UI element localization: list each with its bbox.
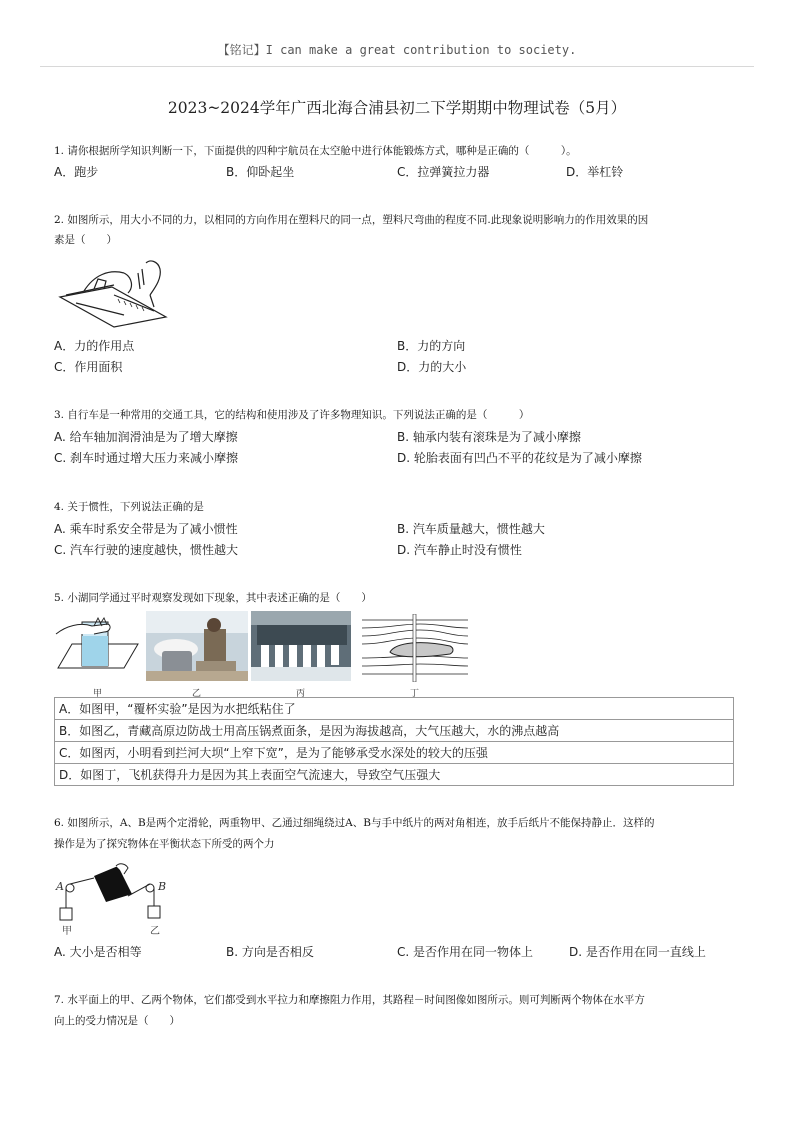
q1-option-b[interactable]: B．仰卧起坐: [226, 165, 295, 179]
q3-option-a[interactable]: A. 给车轴加润滑油是为了增大摩擦: [54, 430, 238, 444]
page-title: 2023~2024学年广西北海合浦县初二下学期期中物理试卷（5月）: [167, 99, 627, 117]
q1-option-a[interactable]: A．跑步: [54, 165, 99, 179]
question-5-stem: 5. 小湖同学通过平时观察发现如下现象，其中表述正确的是（ ）: [54, 592, 372, 604]
q6-option-b[interactable]: B. 方向是否相反: [226, 945, 314, 959]
q4-option-d[interactable]: D. 汽车静止时没有惯性: [397, 543, 522, 557]
q3-option-d[interactable]: D. 轮胎表面有凹凸不平的花纹是为了减小摩擦: [397, 451, 642, 465]
question-1-stem: 1. 请你根据所学知识判断一下，下面提供的四种宇航员在太空舱中进行体能锻炼方式，哪种是正确的（ ）。: [54, 145, 577, 157]
figure-caption-jia: 甲: [93, 689, 103, 699]
ruler-bending-figure: [54, 255, 172, 333]
q5-option-a[interactable]: A．如图甲，“覆杯实验”是因为水把纸粘住了: [55, 698, 734, 720]
q5-options-table: [54, 697, 734, 786]
table-row: [55, 764, 734, 786]
q5-option-b[interactable]: B．如图乙，青藏高原边防战士用高压锅煮面条，是因为海拔越高，大气压越大，水的沸点越高: [55, 720, 734, 742]
question-7-stem-line-1: 7. 水平面上的甲、乙两个物体，它们都受到水平拉力和摩擦阻力作用，其路程－时间图像如图所示。则可判断两个物体在水平方: [54, 994, 645, 1006]
q2-option-c[interactable]: C．作用面积: [54, 360, 123, 374]
q6-option-a[interactable]: A. 大小是否相等: [54, 945, 142, 959]
figure-yi-photo: [146, 611, 248, 681]
question-4-stem: 4. 关于惯性，下列说法正确的是: [54, 501, 204, 513]
figure-caption-yi: 乙: [192, 689, 202, 699]
q3-option-c[interactable]: C. 刹车时通过增大压力来减小摩擦: [54, 451, 239, 465]
table-row: [55, 720, 734, 742]
figure-bing-dam-photo: [251, 611, 351, 681]
table-row: [55, 742, 734, 764]
question-6-stem-line-2: 操作是为了探究物体在平衡状态下所受的两个力: [54, 838, 275, 850]
figure-ding-airfoil: [360, 614, 470, 682]
table-row: [55, 698, 734, 720]
pulley-figure: [54, 858, 174, 940]
weight-label-yi: 乙: [150, 926, 160, 937]
question-3-stem: 3. 自行车是一种常用的交通工具，它的结构和使用涉及了许多物理知识。下列说法正确的是（ ）: [54, 409, 530, 421]
pulley-label-a: A: [56, 880, 64, 893]
q1-option-d[interactable]: D．举杠铃: [566, 165, 624, 179]
q5-option-d[interactable]: D．如图丁，飞机获得升力是因为其上表面空气流速大，导致空气压强大: [55, 764, 734, 786]
q5-option-c[interactable]: C．如图丙，小明看到拦河大坝“上窄下宽”，是为了能够承受水深处的较大的压强: [55, 742, 734, 764]
q6-option-c[interactable]: C. 是否作用在同一物体上: [397, 945, 534, 959]
question-6-stem-line-1: 6. 如图所示，A、B是两个定滑轮，两重物甲、乙通过细绳绕过A、B与手中纸片的两对角相连，放手后纸片不能保持静止．这样的: [54, 817, 655, 829]
q4-option-c[interactable]: C. 汽车行驶的速度越快，惯性越大: [54, 543, 239, 557]
q2-option-a[interactable]: A．力的作用点: [54, 339, 135, 353]
weight-label-jia: 甲: [62, 926, 72, 937]
q2-option-b[interactable]: B．力的方向: [397, 339, 466, 353]
question-2-stem-line-2: 素是（ ）: [54, 234, 117, 246]
question-7-stem-line-2: 向上的受力情况是（ ）: [54, 1015, 180, 1027]
q4-option-b[interactable]: B. 汽车质量越大，惯性越大: [397, 522, 545, 536]
q2-option-d[interactable]: D．力的大小: [397, 360, 467, 374]
figure-jia-cup-experiment: [54, 612, 142, 682]
q3-option-b[interactable]: B. 轴承内装有滚珠是为了减小摩擦: [397, 430, 581, 444]
figure-caption-bing: 丙: [296, 689, 306, 699]
q4-option-a[interactable]: A. 乘车时系安全带是为了减小惯性: [54, 522, 238, 536]
header-motto: 【铭记】I can make a great contribution to society.: [217, 43, 577, 57]
question-2-stem-line-1: 2. 如图所示，用大小不同的力，以相同的方向作用在塑料尺的同一点，塑料尺弯曲的程度不同.此现象说明影响力的作用效果的因: [54, 214, 649, 226]
pulley-label-b: B: [158, 880, 167, 893]
figure-caption-ding: 丁: [410, 689, 420, 699]
q1-option-c[interactable]: C．拉弹簧拉力器: [397, 165, 490, 179]
q6-option-d[interactable]: D. 是否作用在同一直线上: [569, 945, 706, 959]
header-divider: [40, 66, 754, 67]
